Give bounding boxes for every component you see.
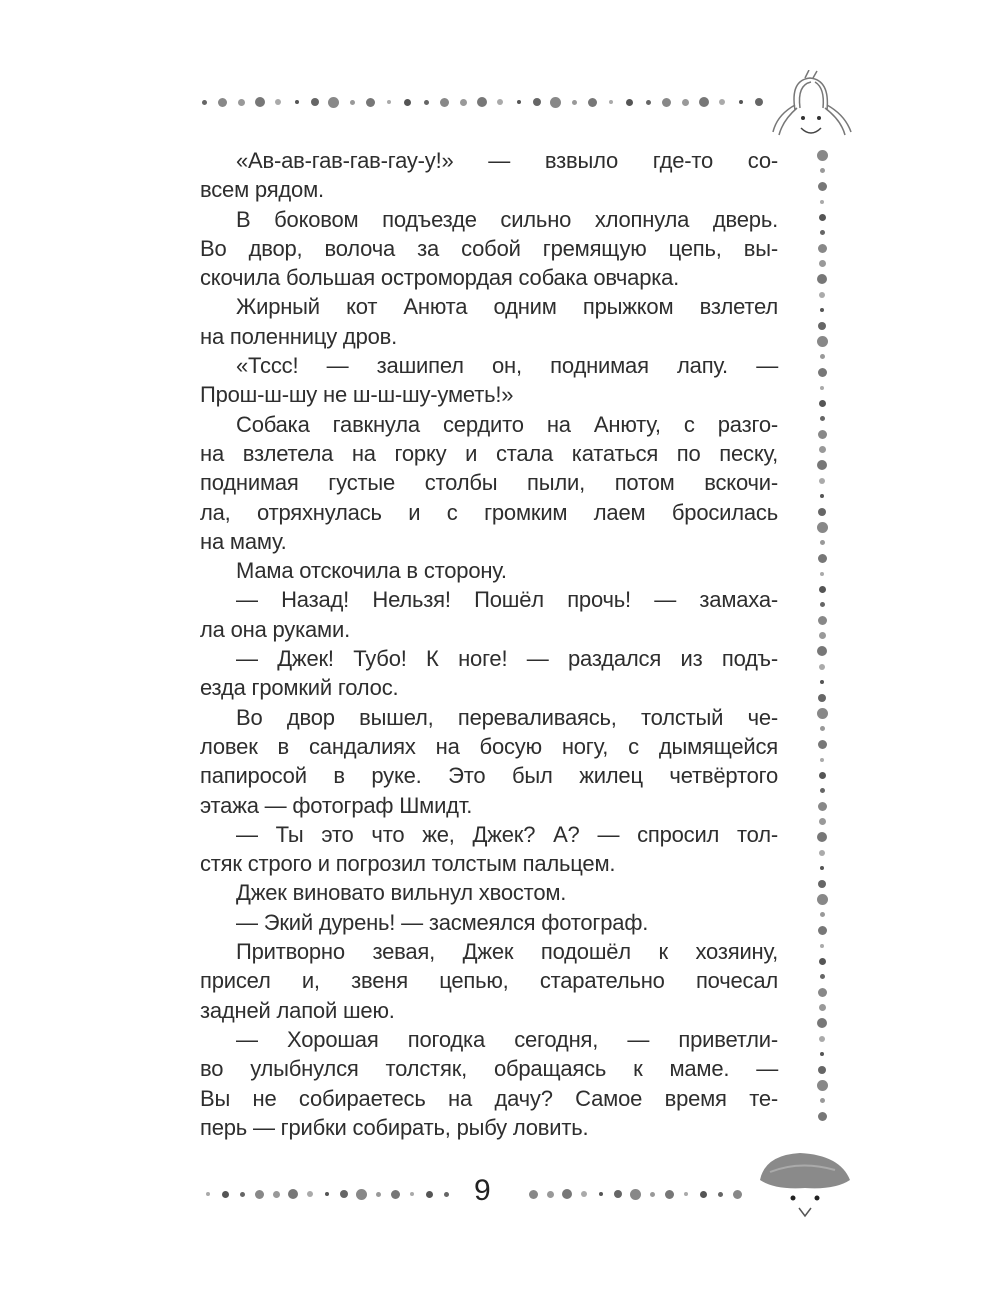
story-text — [200, 146, 778, 1142]
decorative-dot — [817, 336, 828, 347]
text-line: перь — грибки собирать, рыбу ловить. — [200, 1114, 589, 1140]
text-line: — Назад! Нельзя! Пошёл прочь! — замаха- — [236, 587, 778, 613]
text-line: присел и, звеня цепью, старательно почесал — [200, 968, 778, 994]
decorative-dot — [817, 522, 828, 533]
decorative-dot — [404, 99, 411, 106]
text-line: Во двор, волоча за собой гремящую цепь, вы- — [200, 235, 778, 261]
decorative-dot — [818, 322, 826, 330]
decorative-dot — [222, 1191, 229, 1198]
decorative-dot — [684, 1192, 688, 1196]
decorative-dot — [202, 100, 207, 105]
decorative-dot — [817, 832, 827, 842]
text-line: «Тссс! — зашипел он, поднимая лапу. — — [236, 353, 778, 379]
decorative-dot — [819, 850, 825, 856]
decorative-dot — [818, 926, 827, 935]
decorative-dot — [517, 100, 521, 104]
decorative-dot — [699, 97, 709, 107]
decorative-dot — [477, 97, 487, 107]
text-line: Собака гавкнула сердито на Анюту, с разго- — [236, 411, 778, 437]
text-line: всем рядом. — [200, 177, 324, 203]
decorative-dot — [630, 1189, 641, 1200]
decorative-dot — [646, 100, 651, 105]
decorative-dot — [288, 1189, 298, 1199]
decorative-dot — [588, 98, 597, 107]
decorative-dot — [820, 572, 824, 576]
decorative-dot — [426, 1191, 433, 1198]
decorative-dot — [818, 368, 827, 377]
decorative-dot — [529, 1190, 538, 1199]
decorative-dot — [218, 98, 227, 107]
text-line: во улыбнулся толстяк, обращаясь к маме. — — [200, 1056, 778, 1082]
decorative-dot — [817, 274, 827, 284]
decorative-dot — [718, 1192, 723, 1197]
decorative-dot — [662, 98, 671, 107]
text-line: — Джек! Тубо! К ноге! — раздался из подъ- — [236, 646, 778, 672]
decorative-dot — [550, 97, 561, 108]
decorative-dot — [819, 446, 826, 453]
text-line: скочила большая остромордая собака овчарка. — [200, 265, 680, 291]
decorative-dot — [328, 97, 339, 108]
decorative-dot — [755, 98, 763, 106]
text-line: ловек в сандалиях на босую ногу, с дымящейся — [200, 733, 778, 759]
text-line: стяк строго и погрозил толстым пальцем. — [200, 851, 616, 877]
text-line: Прош-ш-шу не ш-ш-шу-уметь!» — [200, 382, 514, 408]
decorative-dot — [733, 1190, 742, 1199]
decorative-dot — [311, 98, 319, 106]
text-line: — Хорошая погодка сегодня, — приветли- — [236, 1026, 778, 1052]
decorative-dot — [682, 99, 689, 106]
girl-face-bottom-icon — [755, 1150, 855, 1225]
decorative-dot — [719, 99, 725, 105]
decorative-dot — [255, 97, 265, 107]
decorative-dot — [817, 646, 827, 656]
decorative-dot — [356, 1189, 367, 1200]
decorative-dot — [819, 664, 825, 670]
text-line: Вы не собираетесь на дачу? Самое время те- — [200, 1085, 778, 1111]
decorative-dot — [240, 1192, 245, 1197]
decorative-dot — [819, 958, 826, 965]
decorative-dot — [818, 1112, 827, 1121]
girl-face-top-icon — [765, 70, 860, 150]
decorative-dot — [819, 292, 825, 298]
decorative-dot — [817, 460, 827, 470]
decorative-dot — [820, 602, 825, 607]
decorative-dot — [820, 944, 824, 948]
decorative-dot — [817, 1080, 828, 1091]
decorative-dot — [350, 100, 355, 105]
text-line: езда громкий голос. — [200, 675, 399, 701]
decorative-dot — [614, 1190, 622, 1198]
decorative-dot — [572, 100, 577, 105]
decorative-dot — [818, 988, 827, 997]
decorative-dot — [818, 802, 827, 811]
decorative-dot — [665, 1190, 674, 1199]
decorative-dot — [819, 214, 826, 221]
decorative-dot — [820, 726, 825, 731]
text-line: Притворно зевая, Джек подошёл к хозяину, — [236, 939, 778, 965]
decorative-dot — [817, 708, 828, 719]
decorative-dot — [820, 308, 824, 312]
decorative-dot — [599, 1192, 603, 1196]
decorative-dot — [820, 680, 824, 684]
text-line: В боковом подъезде сильно хлопнула дверь. — [236, 206, 778, 232]
decorative-dot — [739, 100, 743, 104]
decorative-dot — [440, 98, 449, 107]
text-line: ла, отряхнулась и с громким лаем бросилась — [200, 499, 778, 525]
decorative-dot — [820, 866, 824, 870]
decorative-dot — [410, 1192, 414, 1196]
decorative-dot — [820, 168, 825, 173]
decorative-dot — [817, 894, 828, 905]
text-line: Мама отскочила в сторону. — [236, 558, 507, 584]
decorative-dot — [820, 1098, 825, 1103]
decorative-dot — [818, 616, 827, 625]
decorative-dot — [307, 1191, 313, 1197]
text-line: Джек виновато вильнул хвостом. — [236, 880, 567, 906]
decorative-dot — [819, 478, 825, 484]
decorative-dot — [819, 1036, 825, 1042]
text-line: — Экий дурень! — засмеялся фотограф. — [236, 909, 649, 935]
decorative-dot — [820, 386, 824, 390]
text-line: «Ав-ав-гав-гав-гау-у!» — взвыло где-то со- — [236, 148, 778, 173]
decorative-dot — [626, 99, 633, 106]
text-line: поднимая густые столбы пыли, потом вскочи- — [200, 470, 778, 496]
decorative-dot — [609, 100, 613, 104]
decorative-dot — [820, 788, 825, 793]
decorative-dot — [391, 1190, 400, 1199]
decorative-dot — [444, 1192, 449, 1197]
decorative-dot — [820, 912, 825, 917]
decorative-dot — [819, 400, 826, 407]
decorative-dot — [820, 416, 825, 421]
decorative-dot — [818, 694, 826, 702]
decorative-dot — [547, 1191, 554, 1198]
text-line: — Ты это что же, Джек? А? — спросил тол- — [236, 821, 778, 847]
text-line: на поленницу дров. — [200, 323, 398, 349]
decorative-dot — [817, 1018, 827, 1028]
decorative-dot — [376, 1192, 381, 1197]
decorative-dot — [387, 100, 391, 104]
decorative-dot — [820, 200, 824, 204]
decorative-dot — [819, 260, 826, 267]
text-line: на взлетела на горку и стала кататься по песку, — [200, 440, 778, 466]
text-line: на маму. — [200, 528, 287, 554]
decorative-dot — [273, 1191, 280, 1198]
decorative-dot — [819, 586, 826, 593]
text-line: задней лапой шею. — [200, 997, 395, 1023]
decorative-dot — [818, 508, 826, 516]
decorative-dot — [238, 99, 245, 106]
decorative-dot — [533, 98, 541, 106]
decorative-dot — [497, 99, 503, 105]
decorative-dot — [819, 772, 826, 779]
decorative-dot — [275, 99, 281, 105]
decorative-dot — [206, 1192, 210, 1196]
decorative-dot — [820, 230, 825, 235]
decorative-dot — [819, 1004, 826, 1011]
text-line: этажа — фотограф Шмидт. — [200, 792, 473, 818]
decorative-dot — [819, 632, 826, 639]
text-line: ла она руками. — [200, 616, 350, 642]
decorative-dot — [650, 1192, 655, 1197]
decorative-dot — [817, 150, 828, 161]
decorative-dot — [340, 1190, 348, 1198]
decorative-dot — [325, 1192, 329, 1196]
decorative-dot — [818, 244, 827, 253]
decorative-dot — [295, 100, 299, 104]
decorative-dot — [818, 554, 827, 563]
decorative-dot — [460, 99, 467, 106]
decorative-dot — [820, 540, 825, 545]
decorative-dot — [818, 740, 827, 749]
decorative-dot — [366, 98, 375, 107]
decorative-dot — [819, 818, 826, 825]
decorative-dot — [818, 1066, 826, 1074]
text-line: папиросой в руке. Это был жилец четвёртого — [200, 763, 778, 789]
decorative-dot — [424, 100, 429, 105]
decorative-dot — [818, 430, 827, 439]
decorative-dot — [820, 1052, 824, 1056]
page-number: 9 — [474, 1174, 491, 1207]
decorative-dot — [820, 758, 824, 762]
decorative-dot — [820, 974, 825, 979]
decorative-dot — [581, 1191, 587, 1197]
decorative-dot — [818, 880, 826, 888]
decorative-dot — [820, 354, 825, 359]
decorative-dot — [820, 494, 824, 498]
decorative-dot — [818, 182, 827, 191]
text-line: Во двор вышел, переваливаясь, толстый че- — [236, 704, 778, 730]
decorative-dot — [562, 1189, 572, 1199]
text-line: Жирный кот Анюта одним прыжком взлетел — [236, 294, 778, 320]
decorative-dot — [255, 1190, 264, 1199]
decorative-dot — [700, 1191, 707, 1198]
